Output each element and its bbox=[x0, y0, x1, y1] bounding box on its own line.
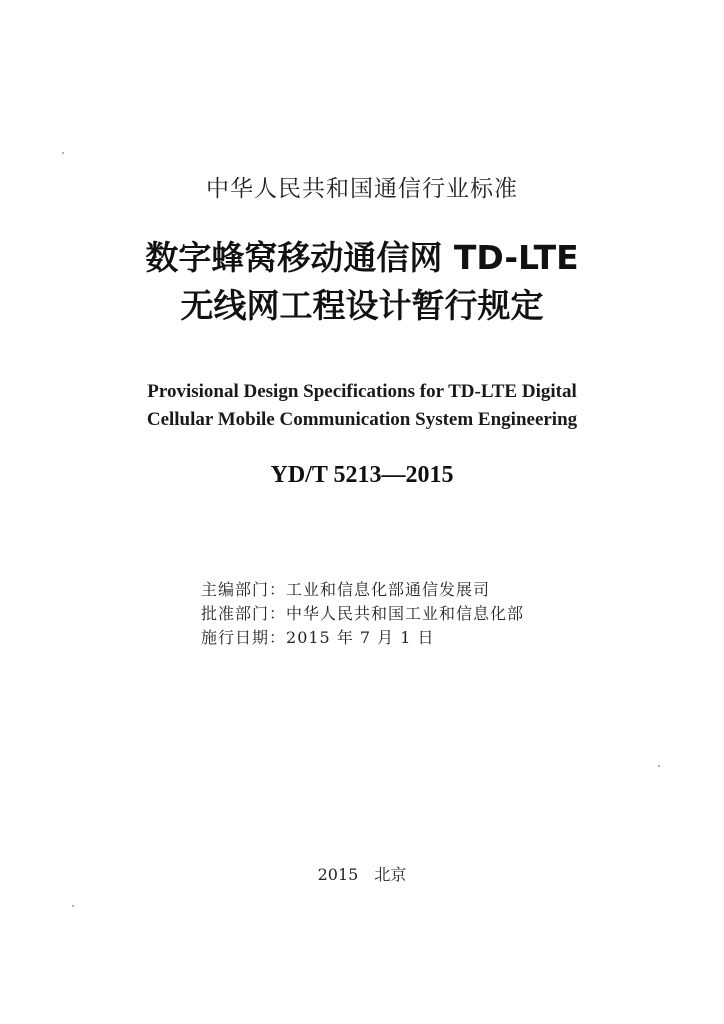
standard-number: YD/T 5213—2015 bbox=[270, 462, 454, 488]
scan-speck bbox=[62, 152, 64, 154]
effective-date-label: 施行日期： bbox=[201, 628, 287, 647]
editor-value: 工业和信息化部通信发展司 bbox=[286, 580, 491, 599]
english-title-line-2: Cellular Mobile Communication System Engineering bbox=[146, 409, 578, 430]
editor-row bbox=[201, 578, 524, 602]
publication-city: 北京 bbox=[374, 865, 407, 884]
approver-row bbox=[201, 602, 524, 626]
publication-meta bbox=[201, 578, 524, 650]
scan-speck bbox=[658, 765, 660, 767]
standard-category: 中华人民共和国通信行业标准 bbox=[206, 176, 518, 202]
effective-date-value: 2015 年 7 月 1 日 bbox=[286, 628, 435, 647]
effective-date-row bbox=[201, 626, 524, 650]
chinese-title-line-2: 无线网工程设计暂行规定 bbox=[180, 286, 544, 325]
approver-value: 中华人民共和国工业和信息化部 bbox=[286, 604, 525, 623]
publication-year: 2015 bbox=[317, 865, 359, 884]
english-title-line-1: Provisional Design Specifications for TD-LTE Digital bbox=[147, 381, 577, 402]
approver-label: 批准部门： bbox=[201, 604, 287, 623]
chinese-title-line-1: 数字蜂窝移动通信网 TD-LTE bbox=[145, 238, 579, 277]
publication-footer bbox=[0, 862, 724, 885]
editor-label: 主编部门： bbox=[201, 580, 287, 599]
scan-speck bbox=[72, 905, 74, 907]
